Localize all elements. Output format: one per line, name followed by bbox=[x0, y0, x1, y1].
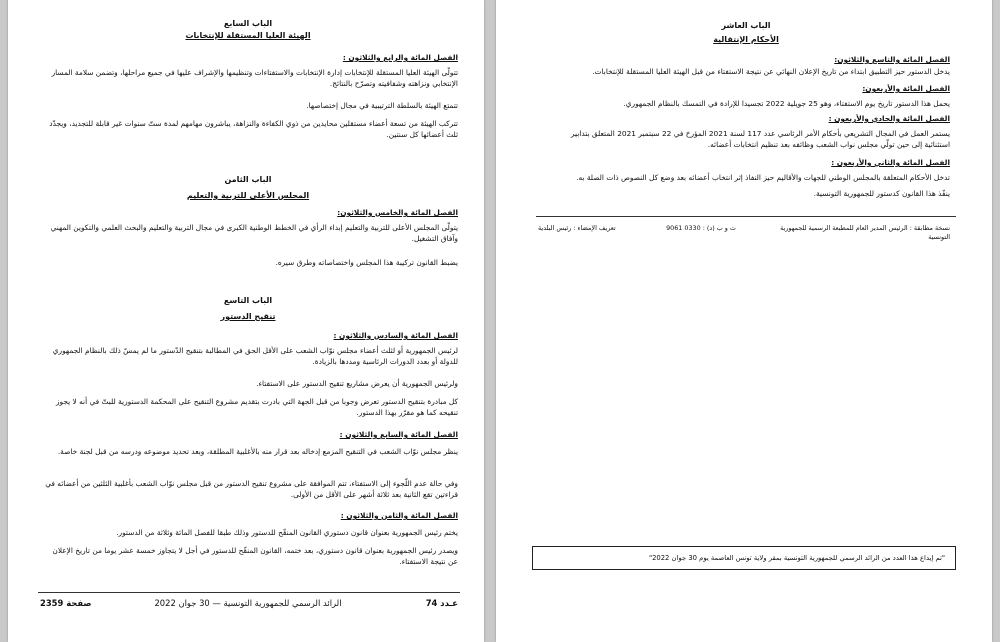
deposit-note-text: "تم إيداع هذا العدد من الرائد الرسمي للجمهورية التونسية بمقر ولاية تونس العاصمة يوم 30 جوان 2022" bbox=[648, 554, 945, 562]
certification-signature: تعريف الإمضاء : رئيس البلدية bbox=[538, 224, 616, 232]
article-137-paragraph-1: ينظر مجلس نوّاب الشعب في التنقيح المزمع إدخاله بعد قرار منه بالأغلبية المطلقة، وبعد تحديد موضوعه ودرسه من قبل لجنة خاصة. bbox=[57, 447, 458, 456]
article-141-label: الفصل المائة والحادي والأربعون : bbox=[828, 114, 950, 123]
article-135-paragraph-1: يتولّى المجلس الأعلى للتربية والتعليم إبداء الرأي في الخطط الوطنية الكبرى في مجال التربية والتعليم والبحث العلمي والتكوين المهني وآفاق التشغيل. bbox=[50, 223, 458, 243]
article-139-paragraph-1: يدخل الدستور حيز التطبيق ابتداء من تاريخ الإعلان النهائي عن نتيجة الاستفتاء من قبل الهيئة العليا المستقلة للإنتخابات. bbox=[592, 67, 950, 76]
article-136-label: الفصل المائة والسادس والثلاثون : bbox=[333, 331, 458, 340]
article-138-paragraph-2: ويصدر رئيس الجمهورية بعنوان قانون دستوري، بعد ختمه، القانون المنقّح للدستور في أجل لا يتجاوز خمسة عشر يوما من تاريخ الإعلان عن نتيجة الاستفتاء. bbox=[52, 546, 458, 566]
chapter-9-subtitle: تنقيح الدستور bbox=[220, 312, 276, 321]
article-135-label: الفصل المائة والخامس والثلاثون: bbox=[337, 208, 458, 217]
chapter-8-title: الباب الثامن bbox=[224, 175, 272, 184]
article-142-paragraph-1: تدخل الأحكام المتعلقة بالمجلس الوطني للجهات والأقاليم حيز النفاذ إثر انتخاب أعضائه بعد وضع كل النصوص ذات الصلة به. bbox=[576, 173, 950, 182]
article-134-label: الفصل المائة والرابع والثلاثون : bbox=[342, 53, 458, 62]
article-136-paragraph-1: لرئيس الجمهورية أو لثلث أعضاء مجلس نوّاب الشعب على الأقل الحق في المطالبة بتنقيح الدّستور ما لم يمسّ ذلك بالنظام الجمهوري للدولة أو بعدد الدورات الرئاسية ومددها بالزيادة. bbox=[52, 346, 458, 366]
chapter-7-title: الباب السابع bbox=[223, 19, 273, 28]
certification-copy: نسخة مطابقة : الرئيس المدير العام للمطبعة الرسمية للجمهورية التونسية bbox=[780, 224, 950, 241]
article-134-paragraph-1: تتولّى الهيئة العليا المستقلة للإنتخابات إدارة الإنتخابات والاستفتاءات وتنظيمها والإشراف عليها في جميع مراحلها، وتضمن سلامة المسار الإنتخابي ونزاهته وشفافيته وتصرّح بالنتائج. bbox=[51, 68, 458, 88]
chapter-10-title: الباب العاشر bbox=[721, 21, 771, 30]
article-141-paragraph-1: يستمر العمل في المجال التشريعي بأحكام الأمر الرئاسي عدد 117 لسنة 2021 المؤرخ في 22 سبتمبر 2021 المتعلق بتدابير استثنائية إلى حين تولّي مجلس نواب الشعب وظائفه بعد تنظيم انتخابات أعضائه. bbox=[570, 129, 950, 149]
article-142-paragraph-2: ينفّذ هذا القانون كدستور للجمهورية التونسية. bbox=[813, 189, 950, 198]
article-140-paragraph-1: يحمل هذا الدستور تاريخ يوم الاستفتاء، وهو 25 جويلية 2022 تجسيدا للإرادة في التمسك بالنظام الجمهوري. bbox=[623, 99, 950, 108]
footer-rule bbox=[38, 592, 460, 593]
certification-rule bbox=[536, 216, 956, 217]
article-138-label: الفصل المائة والثامن والثلاثون : bbox=[340, 511, 458, 520]
article-140-label: الفصل المائة والأربعون: bbox=[862, 84, 950, 93]
article-142-label: الفصل المائة والثاني والأربعون : bbox=[831, 158, 950, 167]
footer-page-number: صفحة 2359 bbox=[40, 598, 92, 608]
article-135-paragraph-2: يضبط القانون تركيبة هذا المجلس واختصاصاته وطرق سيره. bbox=[275, 258, 458, 267]
page-left bbox=[8, 0, 484, 642]
footer-issue-number: عـدد 74 bbox=[425, 598, 458, 608]
chapter-7-subtitle: الهيئة العليا المستقلة للإنتخابات bbox=[185, 31, 311, 40]
chapter-10-subtitle: الأحكام الإنتقالية bbox=[713, 35, 779, 44]
chapter-8-subtitle: المجلس الأعلى للتربية والتعليم bbox=[186, 191, 310, 200]
article-139-label: الفصل المائة والتاسع والثلاثون: bbox=[834, 55, 950, 64]
page-right bbox=[496, 0, 992, 642]
article-137-label: الفصل المائة والسابع والثلاثون : bbox=[339, 430, 458, 439]
article-134-paragraph-3: تتركب الهيئة من تسعة أعضاء مستقلين محايدين من ذوي الكفاءة والنزاهة، يباشرون مهامهم لمدة ستّ سنوات غير قابلة للتجديد، ويجدّد ثلث أعضائها كل سنتين. bbox=[49, 119, 458, 139]
article-137-paragraph-2: وفي حالة عدم اللّجوء إلى الاستفتاء، تتم الموافقة على مشروع تنقيح الدستور من قبل مجلس نوّاب الشعب بأغلبية الثلثين من أعضائه في قراءتين تقع الثانية بعد ثلاثة أشهر على الأقل من الأولى. bbox=[45, 479, 458, 499]
chapter-9-title: الباب التاسع bbox=[223, 296, 273, 305]
article-138-paragraph-1: يختم رئيس الجمهورية بعنوان قانون دستوري القانون المنقّح للدستور وذلك طبقا للفصل المائة وثلاثة من الدستور. bbox=[116, 528, 458, 537]
footer-journal-title: الرائد الرسمي للجمهورية التونسية — 30 جوان 2022 bbox=[154, 598, 342, 608]
deposit-note-box bbox=[532, 546, 956, 570]
article-136-paragraph-2: ولرئيس الجمهورية أن يعرض مشاريع تنقيح الدستور على الاستفتاء. bbox=[256, 379, 458, 388]
article-136-paragraph-3: كل مبادرة بتنقيح الدستور تعرض وجوبا من قبل الجهة التي بادرت بتقديم مشروع التنقيح على المحكمة الدستورية للبتّ في أنه لا يجوز تنقيحه كما هو مقرّر بهذا الدستور. bbox=[55, 397, 458, 417]
article-134-paragraph-2: تتمتع الهيئة بالسلطة الترتيبية في مجال إختصاصها. bbox=[306, 101, 458, 110]
certification-code: ت و ب (د) : 0330 9061 bbox=[666, 224, 736, 232]
